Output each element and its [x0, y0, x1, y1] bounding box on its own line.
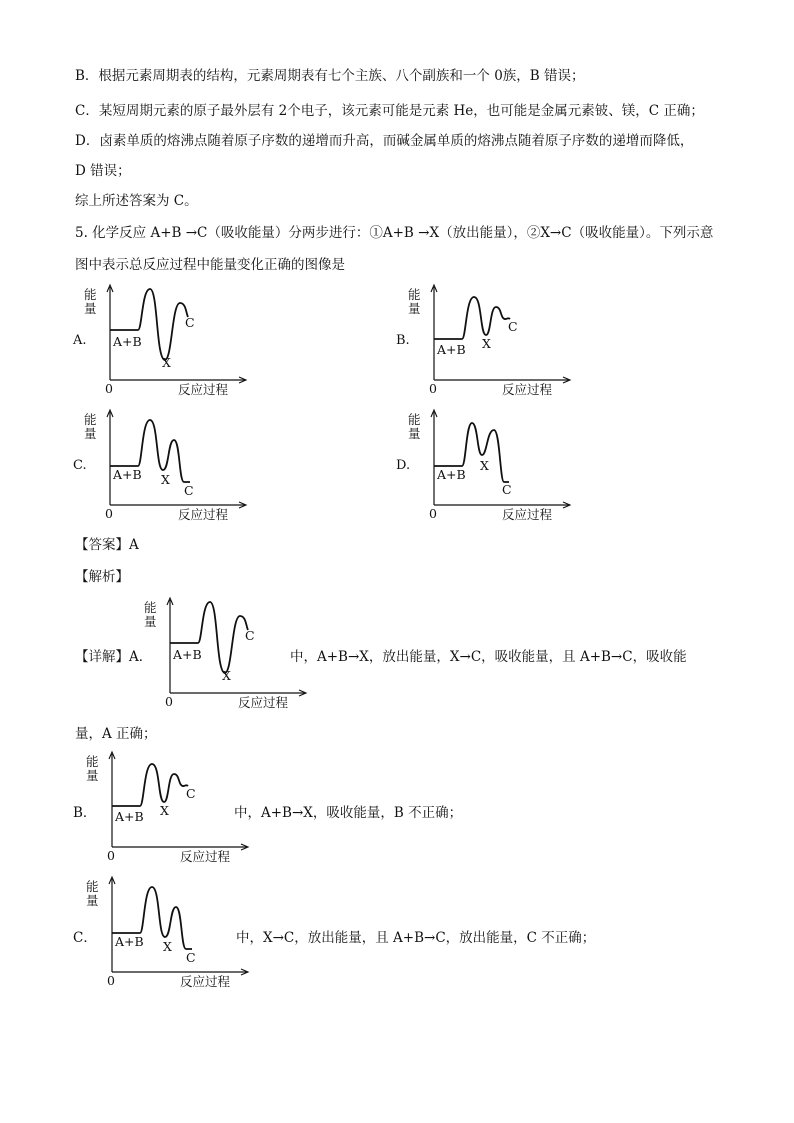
detail-a-prefix: 【详解】A．: [75, 649, 153, 665]
energy-curve: [112, 764, 188, 806]
y-axis-label-1: 能: [144, 600, 157, 615]
detail-b-prefix: B．: [73, 805, 97, 821]
diagram-detail-c: [86, 877, 252, 992]
option-a-label: A.: [73, 333, 87, 348]
product-label: C: [186, 950, 196, 965]
summary-line: 综上所述答案为 C。: [75, 193, 198, 209]
y-axis-label-1: 能: [86, 754, 99, 769]
intermediate-label: X: [482, 336, 491, 351]
y-axis-label-2: 量: [144, 614, 157, 629]
diagram-detail-b: [86, 752, 252, 867]
start-label: A+B: [115, 934, 144, 949]
energy-curve: [110, 289, 188, 360]
origin-label: 0: [429, 506, 437, 521]
origin-label: 0: [165, 694, 173, 709]
intermediate-label: X: [162, 355, 171, 370]
y-axis-label-1: 能: [84, 287, 97, 302]
origin-label: 0: [429, 381, 437, 396]
y-axis-label-1: 能: [84, 412, 97, 427]
energy-diagram-svg: [144, 598, 310, 713]
y-axis-label-2: 量: [408, 426, 421, 441]
x-axis-label: 反应过程: [178, 382, 229, 397]
product-label: C: [186, 786, 196, 801]
origin-label: 0: [105, 381, 113, 396]
start-label: A+B: [113, 467, 142, 482]
energy-diagram-svg: [86, 752, 252, 867]
intermediate-label: X: [222, 668, 231, 683]
energy-diagram-svg: [84, 410, 250, 525]
diagram-option-b: [408, 285, 574, 400]
y-axis-label-2: 量: [408, 301, 421, 316]
diagram-option-c: [84, 410, 250, 525]
start-label: A+B: [437, 342, 466, 357]
start-label: A+B: [113, 334, 142, 349]
product-label: C: [508, 319, 518, 334]
analysis-line: 【解析】: [75, 569, 129, 585]
question-5-line-1: 5. 化学反应 A+B →C（吸收能量）分两步进行：①A+B →X（放出能量），②X→C（吸收能量）。下列示意: [75, 225, 714, 241]
x-axis-label: 反应过程: [180, 974, 231, 989]
question-5-line-2: 图中表示总反应过程中能量变化正确的图像是: [75, 257, 345, 273]
detail-c-prefix: C．: [73, 930, 97, 946]
y-axis-label-1: 能: [408, 287, 421, 302]
option-c-explanation: C．某短周期元素的原子最外层有 2个电子，该元素可能是元素 He，也可能是金属元素铍、镁，C 正确；: [75, 103, 704, 119]
y-axis-label-2: 量: [86, 893, 99, 908]
x-axis-label: 反应过程: [238, 695, 289, 710]
option-d-label: D.: [396, 458, 411, 473]
y-axis-label-2: 量: [86, 768, 99, 783]
intermediate-label: X: [480, 458, 489, 473]
answer-line: 【答案】A: [75, 537, 139, 553]
detail-a-text: 中，A+B→X，放出能量，X→C，吸收能量，且 A+B→C，吸收能: [290, 649, 687, 665]
x-axis-label: 反应过程: [502, 507, 553, 522]
start-label: A+B: [173, 647, 202, 662]
option-b-explanation: B．根据元素周期表的结构，元素周期表有七个主族、八个副族和一个 0族，B 错误；: [75, 68, 585, 84]
detail-c-text: 中，X→C，放出能量，且 A+B→C，放出能量，C 不正确；: [236, 930, 596, 946]
intermediate-label: X: [163, 939, 172, 954]
product-label: C: [184, 483, 194, 498]
y-axis-label-2: 量: [84, 301, 97, 316]
diagram-detail-a: [144, 598, 310, 713]
option-d-explanation: D．卤素单质的熔沸点随着原子序数的递增而升高，而碱金属单质的熔沸点随着原子序数的递增而降低，: [75, 133, 694, 149]
diagram-option-d: [408, 410, 574, 525]
energy-diagram-svg: [86, 877, 252, 992]
product-label: C: [245, 628, 255, 643]
origin-label: 0: [107, 848, 115, 863]
x-axis-label: 反应过程: [502, 382, 553, 397]
detail-a-text-cont: 量，A 正确；: [75, 726, 157, 742]
origin-label: 0: [105, 506, 113, 521]
energy-curve: [170, 602, 248, 673]
product-label: C: [502, 482, 512, 497]
product-label: C: [185, 315, 195, 330]
energy-diagram-svg: [408, 410, 574, 525]
diagram-option-a: [84, 285, 250, 400]
x-axis-label: 反应过程: [178, 507, 229, 522]
x-axis-label: 反应过程: [180, 849, 231, 864]
intermediate-label: X: [161, 472, 170, 487]
option-c-label: C.: [73, 458, 87, 473]
start-label: A+B: [437, 467, 466, 482]
option-b-label: B.: [396, 333, 410, 348]
energy-curve: [434, 297, 510, 339]
y-axis-label-1: 能: [86, 879, 99, 894]
option-d-explanation-cont: D 错误；: [75, 163, 131, 179]
y-axis-label-1: 能: [408, 412, 421, 427]
energy-diagram-svg: [408, 285, 574, 400]
intermediate-label: X: [160, 803, 169, 818]
origin-label: 0: [107, 973, 115, 988]
energy-diagram-svg: [84, 285, 250, 400]
start-label: A+B: [115, 809, 144, 824]
y-axis-label-2: 量: [84, 426, 97, 441]
detail-b-text: 中，A+B→X，吸收能量，B 不正确；: [234, 805, 463, 821]
